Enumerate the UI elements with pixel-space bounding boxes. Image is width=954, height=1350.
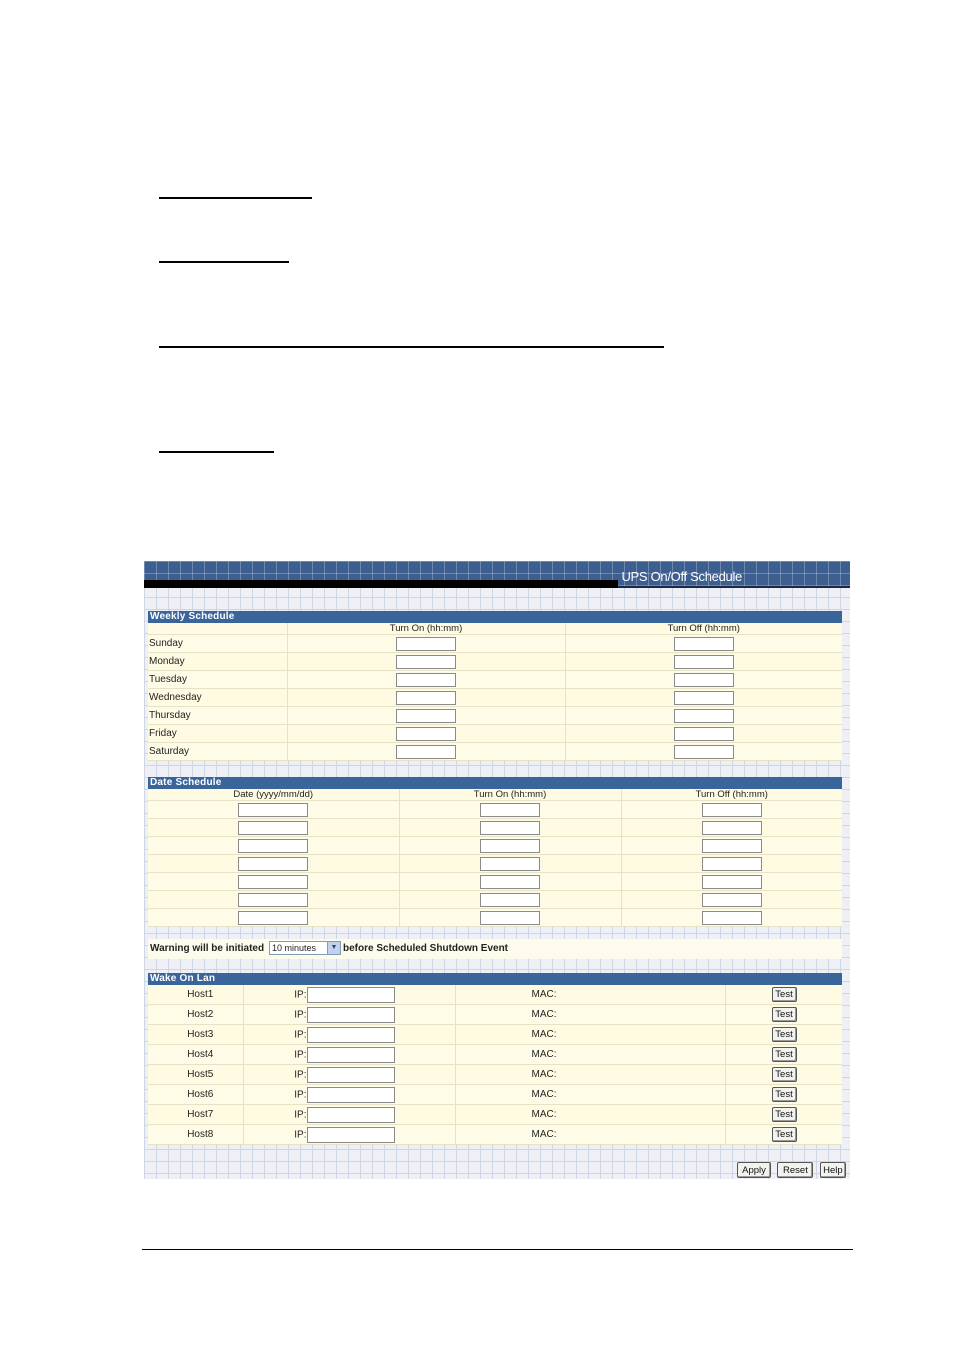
weekly-schedule-section xyxy=(148,611,842,761)
ups-schedule-screenshot xyxy=(144,561,850,1179)
ip-label: IP: xyxy=(294,989,307,1001)
table-row xyxy=(148,855,842,873)
date-input[interactable] xyxy=(238,893,308,907)
date-turn-off-input[interactable] xyxy=(702,911,762,925)
table-row xyxy=(148,725,842,743)
date-input[interactable] xyxy=(238,803,308,817)
mac-label: MAC: xyxy=(455,1085,725,1105)
chevron-down-icon: ▼ xyxy=(327,942,340,954)
table-row xyxy=(148,689,842,707)
wake-on-lan-table xyxy=(148,985,842,1145)
date-turn-on-input[interactable] xyxy=(480,893,540,907)
date-turn-off-input[interactable] xyxy=(702,821,762,835)
form-buttons xyxy=(737,1160,848,1178)
host-label: Host3 xyxy=(148,1025,243,1045)
mac-label: MAC: xyxy=(455,1045,725,1065)
date-turn-off-input[interactable] xyxy=(702,839,762,853)
host-label: Host4 xyxy=(148,1045,243,1065)
mac-label: MAC: xyxy=(455,1005,725,1025)
test-button[interactable]: Test xyxy=(772,1047,797,1062)
ip-input[interactable] xyxy=(307,1047,395,1063)
heading-underline-1 xyxy=(159,197,312,199)
date-turn-off-input[interactable] xyxy=(702,803,762,817)
table-row xyxy=(148,1085,842,1105)
ip-label: IP: xyxy=(294,1049,307,1061)
test-button[interactable]: Test xyxy=(772,1087,797,1102)
mac-label: MAC: xyxy=(455,1125,725,1145)
test-button[interactable]: Test xyxy=(772,1067,797,1082)
date-turn-off-input[interactable] xyxy=(702,857,762,871)
ip-input[interactable] xyxy=(307,1087,395,1103)
turn-on-input[interactable] xyxy=(396,709,456,723)
turn-on-input[interactable] xyxy=(396,745,456,759)
ip-input[interactable] xyxy=(307,1007,395,1023)
host-label: Host5 xyxy=(148,1065,243,1085)
col-date: Date (yyyy/mm/dd) xyxy=(148,789,399,801)
date-input[interactable] xyxy=(238,821,308,835)
test-button[interactable]: Test xyxy=(772,1027,797,1042)
test-button[interactable]: Test xyxy=(772,1107,797,1122)
turn-on-input[interactable] xyxy=(396,655,456,669)
col-date-turn-on: Turn On (hh:mm) xyxy=(399,789,621,801)
table-row xyxy=(148,985,842,1005)
mac-label: MAC: xyxy=(455,1105,725,1125)
apply-button[interactable]: Apply xyxy=(737,1162,771,1178)
footer-rule xyxy=(142,1249,853,1250)
heading-underline-2 xyxy=(159,261,289,263)
table-row xyxy=(148,1025,842,1045)
ip-label: IP: xyxy=(294,1009,307,1021)
page-title: UPS On/Off Schedule xyxy=(621,569,742,584)
turn-off-input[interactable] xyxy=(674,727,734,741)
table-row xyxy=(148,635,842,653)
test-button[interactable]: Test xyxy=(772,987,797,1002)
host-label: Host1 xyxy=(148,985,243,1005)
ip-input[interactable] xyxy=(307,987,395,1003)
date-turn-off-input[interactable] xyxy=(702,875,762,889)
weekly-schedule-table xyxy=(148,623,842,761)
table-row xyxy=(148,743,842,761)
date-turn-on-input[interactable] xyxy=(480,857,540,871)
date-input[interactable] xyxy=(238,839,308,853)
ip-input[interactable] xyxy=(307,1127,395,1143)
wake-on-lan-section xyxy=(148,973,842,1145)
warning-minutes-select[interactable]: 10 minutes ▼ xyxy=(269,941,341,955)
table-row xyxy=(148,707,842,725)
date-turn-on-input[interactable] xyxy=(480,803,540,817)
warning-suffix: before Scheduled Shutdown Event xyxy=(343,943,509,954)
table-row xyxy=(148,1065,842,1085)
turn-off-input[interactable] xyxy=(674,673,734,687)
table-row xyxy=(148,891,842,909)
table-row xyxy=(148,1045,842,1065)
host-label: Host8 xyxy=(148,1125,243,1145)
ip-label: IP: xyxy=(294,1129,307,1141)
date-input[interactable] xyxy=(238,875,308,889)
col-turn-off: Turn Off (hh:mm) xyxy=(565,623,842,635)
mac-label: MAC: xyxy=(455,985,725,1005)
date-input[interactable] xyxy=(238,911,308,925)
test-button[interactable]: Test xyxy=(772,1007,797,1022)
wake-on-lan-header: Wake On Lan xyxy=(148,973,842,985)
title-bar xyxy=(144,561,850,588)
host-label: Host7 xyxy=(148,1105,243,1125)
help-button[interactable]: Help xyxy=(820,1162,846,1178)
heading-underline-3 xyxy=(159,346,664,348)
warning-prefix: Warning will be initiated xyxy=(150,943,265,954)
table-row xyxy=(148,653,842,671)
heading-underline-4 xyxy=(159,451,274,453)
ip-input[interactable] xyxy=(307,1107,395,1123)
col-turn-on: Turn On (hh:mm) xyxy=(287,623,565,635)
day-label: Monday xyxy=(148,653,287,671)
day-label: Tuesday xyxy=(148,671,287,689)
turn-off-input[interactable] xyxy=(674,655,734,669)
host-label: Host6 xyxy=(148,1085,243,1105)
ip-input[interactable] xyxy=(307,1067,395,1083)
table-row xyxy=(148,1125,842,1145)
turn-on-input[interactable] xyxy=(396,691,456,705)
date-turn-on-input[interactable] xyxy=(480,839,540,853)
table-row xyxy=(148,1005,842,1025)
col-date-turn-off: Turn Off (hh:mm) xyxy=(621,789,842,801)
date-turn-on-input[interactable] xyxy=(480,875,540,889)
table-row xyxy=(148,873,842,891)
day-label: Wednesday xyxy=(148,689,287,707)
day-label: Friday xyxy=(148,725,287,743)
mac-label: MAC: xyxy=(455,1025,725,1045)
ip-label: IP: xyxy=(294,1069,307,1081)
date-turn-on-input[interactable] xyxy=(480,821,540,835)
host-label: Host2 xyxy=(148,1005,243,1025)
mac-label: MAC: xyxy=(455,1065,725,1085)
weekly-schedule-header: Weekly Schedule xyxy=(148,611,842,623)
turn-on-input[interactable] xyxy=(396,637,456,651)
ip-label: IP: xyxy=(294,1109,307,1121)
ip-label: IP: xyxy=(294,1089,307,1101)
table-row xyxy=(148,909,842,927)
day-label: Saturday xyxy=(148,743,287,761)
turn-off-input[interactable] xyxy=(674,709,734,723)
date-input[interactable] xyxy=(238,857,308,871)
turn-off-input[interactable] xyxy=(674,745,734,759)
date-turn-off-input[interactable] xyxy=(702,893,762,907)
turn-off-input[interactable] xyxy=(674,691,734,705)
turn-on-input[interactable] xyxy=(396,673,456,687)
table-row xyxy=(148,1105,842,1125)
day-label: Sunday xyxy=(148,635,287,653)
date-schedule-section xyxy=(148,777,842,927)
day-label: Thursday xyxy=(148,707,287,725)
table-row xyxy=(148,819,842,837)
reset-button[interactable]: Reset xyxy=(777,1162,813,1178)
table-row xyxy=(148,837,842,855)
table-row xyxy=(148,671,842,689)
turn-off-input[interactable] xyxy=(674,637,734,651)
ip-label: IP: xyxy=(294,1029,307,1041)
test-button[interactable]: Test xyxy=(772,1127,797,1142)
shutdown-warning-row xyxy=(148,939,842,959)
date-schedule-header: Date Schedule xyxy=(148,777,842,789)
ip-input[interactable] xyxy=(307,1027,395,1043)
turn-on-input[interactable] xyxy=(396,727,456,741)
date-turn-on-input[interactable] xyxy=(480,911,540,925)
table-row xyxy=(148,801,842,819)
date-schedule-table xyxy=(148,789,842,927)
